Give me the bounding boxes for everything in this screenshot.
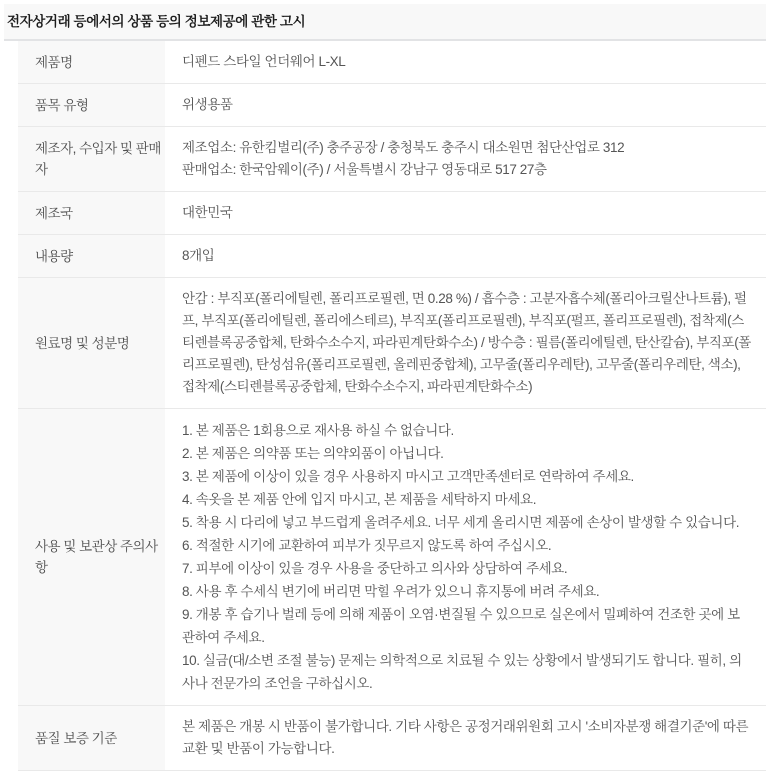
value-line: 3. 본 제품에 이상이 있을 경우 사용하지 마시고 고객만족센터로 연락하여 주세요. xyxy=(182,469,634,484)
notice-title: 전자상거래 등에서의 상품 등의 정보제공에 관한 고시 xyxy=(4,4,766,41)
product-info-notice xyxy=(4,4,766,771)
row-label: 품목 유형 xyxy=(18,84,165,126)
value-line: 4. 속옷을 본 제품 안에 입지 마시고, 본 제품을 세탁하지 마세요. xyxy=(182,492,537,507)
table-row xyxy=(18,278,766,409)
table-row xyxy=(18,127,766,192)
value-line: 5. 착용 시 다리에 넣고 부드럽게 올려주세요. 너무 세게 올리시면 제품에 손상이 발생할 수 있습니다. xyxy=(182,515,740,530)
table-row xyxy=(18,192,766,235)
value-line: 10. 실금(대/소변 조절 불능) 문제는 의학적으로 치료될 수 있는 상황에서 발생되기도 합니다. 필히, 의사나 전문가의 조언을 구하십시오. xyxy=(182,653,742,691)
row-label: 원료명 및 성분명 xyxy=(18,278,165,408)
row-label: 제조국 xyxy=(18,192,165,234)
table-row xyxy=(18,235,766,278)
product-info-table xyxy=(18,41,766,771)
value-line: 7. 피부에 이상이 있을 경우 사용을 중단하고 의사와 상담하여 주세요. xyxy=(182,561,568,576)
value-line: 6. 적절한 시기에 교환하여 피부가 짓무르지 않도록 하여 주십시오. xyxy=(182,538,552,553)
row-value: 대한민국 xyxy=(182,205,233,220)
row-value: 8개입 xyxy=(182,248,215,263)
value-line: 9. 개봉 후 습기나 벌레 등에 의해 제품이 오염·변질될 수 있으므로 실온에서 밀폐하여 건조한 곳에 보관하여 주세요. xyxy=(182,607,740,645)
table-row xyxy=(18,409,766,706)
value-line: 판매업소: 한국암웨이(주) / 서울특별시 강남구 영동대로 517 27층 xyxy=(182,162,547,177)
row-label: 제조자, 수입자 및 판매자 xyxy=(18,127,165,191)
table-row xyxy=(18,84,766,127)
row-value: 위생용품 xyxy=(182,97,233,112)
value-line: 제조업소: 유한킴벌리(주) 충주공장 / 충청북도 충주시 대소원면 첨단산업로 312 xyxy=(182,140,625,155)
row-label: 내용량 xyxy=(18,235,165,277)
row-value xyxy=(165,127,766,191)
row-label: 제품명 xyxy=(18,41,165,83)
table-row xyxy=(18,706,766,771)
value-line: 1. 본 제품은 1회용으로 재사용 하실 수 없습니다. xyxy=(182,423,454,438)
row-value: 디펜드 스타일 언더웨어 L-XL xyxy=(182,54,346,69)
value-line: 8. 사용 후 수세식 변기에 버리면 막힐 우려가 있으니 휴지통에 버려 주세요. xyxy=(182,584,600,599)
row-value: 본 제품은 개봉 시 반품이 불가합니다. 기타 사항은 공정거래위원회 고시 '소비자분쟁 해결기준'에 따른 교환 및 반품이 가능합니다. xyxy=(182,719,749,756)
row-value: 안감 : 부직포(폴리에틸렌, 폴리프로필렌, 면 0.28 %) / 흡수층 : 고분자흡수체(폴리아크릴산나트륨), 펄프, 부직포(폴리에틸렌, 폴리에스테르), 부직포(폴리프로필렌), 부직포(펄프, 폴리프로필렌), 접착제(스티렌블록공중합체, 탄화수소수지, 파라핀계탄화수소) / 방수층 : 필름(폴리에틸렌, 탄산칼슘), 부직포(폴리프로필렌), 탄성섬유(폴리프로필렌, 올레핀중합체), 고무줄(폴리우레탄), 고무줄(폴리우레탄, 색소), 접착제(스티렌블록공중합체, 탄화수소수지, 파라핀계탄화수소) xyxy=(182,291,751,394)
table-row xyxy=(18,41,766,84)
row-label: 품질 보증 기준 xyxy=(18,706,165,770)
value-line: 2. 본 제품은 의약품 또는 의약외품이 아닙니다. xyxy=(182,446,444,461)
row-value xyxy=(165,409,766,705)
row-label: 사용 및 보관상 주의사항 xyxy=(18,409,165,705)
